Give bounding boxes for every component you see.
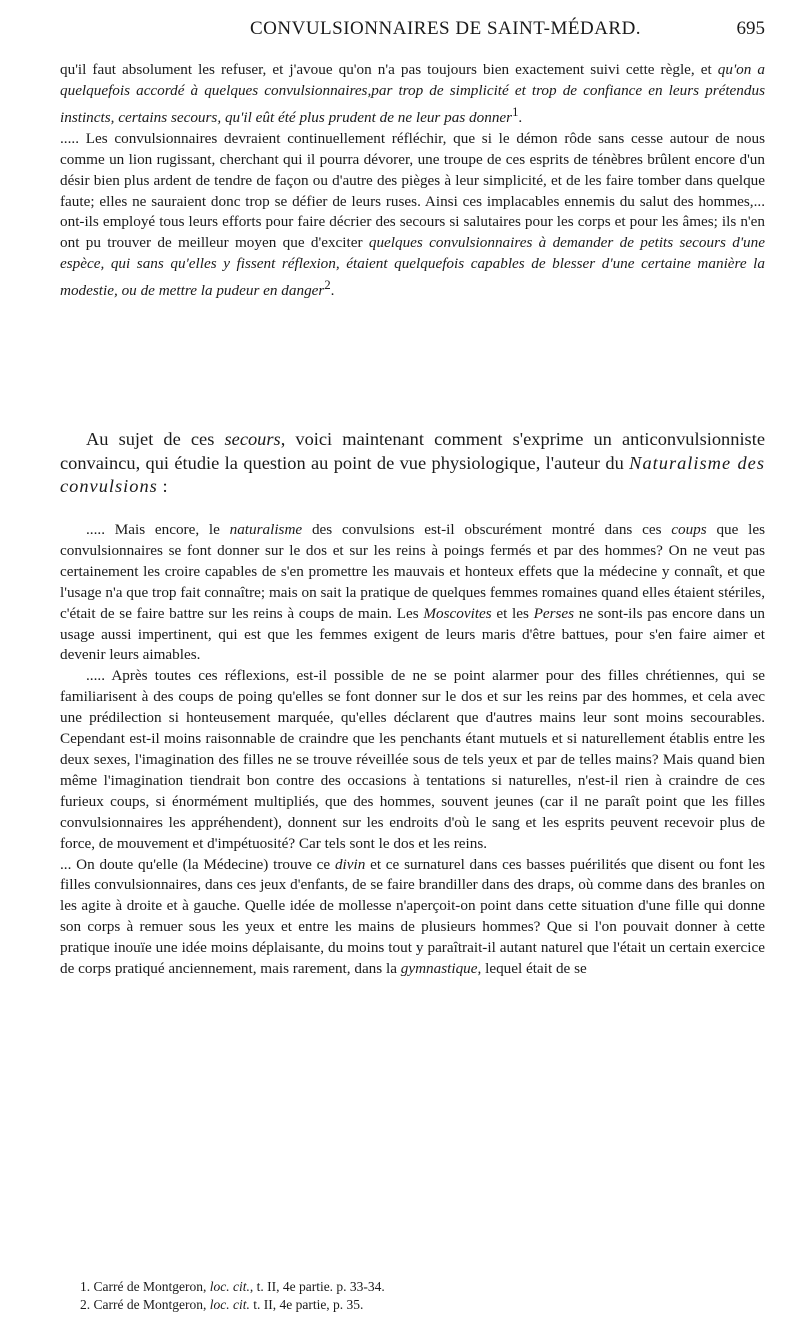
quote1-paragraph-2 (60, 129, 765, 302)
fn2-ref: loc. cit. (209, 1296, 250, 1312)
q2-h: Perses (533, 604, 575, 622)
intro-book-title: Naturalisme des convulsions (60, 452, 765, 496)
fn1-ref: loc. cit. (209, 1279, 250, 1294)
footnote-1 (60, 1278, 765, 1296)
q3-c: et ce surnaturel dans ces basses puérilités que disent ou font les filles convulsionnaires, dans ces jeux d'enfants, de se faire brandiller dans des draps, où comme dans des branles on les agite à droite et à gauche. Quelle idée de mollesse n'aperçoit-on point dans cette situation d'une fille qui donne son corps à remuer sous les yeux et entre les mains de plusieurs hommes? Que si l'on pouvait donner à cette pratique inouïe une idée moins déplaisante, du moins tout y paraîtrait-il autant naturel que l'était un certain exercice de corps pratiqué anciennement, mais rarement, dans la (60, 855, 765, 978)
quote2-paragraph-3 (60, 855, 765, 980)
q3-b: divin (334, 855, 366, 873)
q3-a: ... On doute qu'elle (la Médecine) trouve ce (60, 855, 335, 873)
fn1-rest: , t. II, 4e partie. p. 33-34. (249, 1279, 385, 1294)
quote2-paragraph-1 (60, 520, 765, 666)
quote-block-1 (60, 60, 765, 302)
running-head: CONVULSIONNAIRES DE SAINT-MÉDARD. (250, 18, 642, 39)
q2-d: coups (671, 521, 707, 538)
q2-c: des convulsions est-il obscurément montré dans ces (302, 521, 672, 538)
fn1-author: Carré de Montgeron, (93, 1279, 210, 1294)
fn2-author: Carré de Montgeron, (93, 1296, 210, 1312)
intro-italic-secours: secours (224, 429, 281, 449)
footnote-2 (60, 1296, 765, 1314)
quote1-end: . (330, 282, 335, 300)
footnote-ref-2: 2 (324, 278, 331, 293)
fn2-mark: 2. (80, 1296, 91, 1312)
q2-f: Moscovites (423, 604, 492, 622)
quote1-text-2: ..... Les convulsionnaires devraient continuellement réfléchir, que si le démon rôde sans cesse autour de nous comme un lion rugissant, cherchant qui il pourra dévorer, une troupe de ces esprits de ténèbres brûlent encore d'un désir bien plus ardent de tendre de façon ou d'autre des pièges à leur simplicité, et de les faire tomber dans quelque faute; elles ne sauraient donc trop se défier de leurs ruses. Ainsi ces implacables ennemis du salut des hommes,... ont-ils employé tous leurs efforts pour faire décrier des secours si salutaires pour les corps et pour les âmes; ils n'en ont pu trouver de meilleur moyen que d'exciter (60, 129, 765, 252)
quote2-paragraph-2: ..... Après toutes ces réflexions, est-il possible de ne se point alarmer pour des filles chrétiennes, qui se familiarisent à des coups de poing qu'elles se font donner sur le dos et sur les reins par des hommes, et cela avec une prédilection si honteusement marquée, qu'elles déclarent que d'autres mains leur sont moins secourables. Cependant est-il moins raisonnable de craindre que les penchants étant mutuels et si naturellement établis entre les deux sexes, l'imagination des filles ne se trouve réveillée sous de tels yeux et par de telles mains? Mais quand bien même l'imagination tiendrait bon contre des occasions à tentations si naturelles, n'est-il rien à craindre de ces furieux coups, si énormément multipliés, que des hommes, souvent jeunes (car il ne paraît point que les filles convulsionnaires les appréhendent), donnent sur les endroits d'où le sang et les esprits peuvent recevoir plus de force, de mouvement et d'impétuosité? Car tels sont le dos et les reins. (60, 667, 765, 852)
fn1-mark: 1. (80, 1279, 91, 1294)
footnote-ref-1: 1 (512, 104, 519, 119)
fn2-rest: t. II, 4e partie, p. 35. (249, 1296, 364, 1312)
q2-g: et les (491, 604, 534, 622)
quote1-italic-2: quelques convulsionnaires à demander de petits secours d'une espèce, qui sans qu'elles y fissent réflexion, étaient quelquefois capables de blesser d'une certaine manière la modestie, ou de mettre la pudeur en danger (60, 234, 765, 300)
q2-i: ne sont-ils pas encore dans un usage aussi impertinent, qui est que les femmes exigent de leurs maris d'être battues, pour s'en faire aimer et devenir leurs aimables. (60, 604, 765, 664)
page-header (60, 18, 765, 46)
q2-a: ..... Mais encore, le (86, 521, 230, 538)
footnotes (60, 1278, 765, 1313)
intro-text-c: , voici maintenant comment s'exprime un anticonvulsionniste convaincu, qui étudie la question au point de vue physiologique, l'auteur du (60, 429, 765, 473)
q2-e: que les convulsionnaires se font donner sur le dos et sur les reins à poings fermés et par des hommes? On ne veut pas certainement les croire capables de s'en promettre les mauvais et honteux effets que la médecine y connaît, et que l'usage n'a que trop fait connaître; mais on sait la pratique de quelques femmes romaines quand elles étaient stériles, c'était de se faire battre sur les reins à coups de main. Les (60, 521, 765, 622)
quote-block-2 (60, 520, 765, 980)
intro-paragraph (60, 428, 765, 499)
q3-e: , lequel était de se (477, 960, 587, 978)
intro-text-a: Au sujet de ces (86, 429, 225, 449)
quote1-italic: qu'on a quelquefois accordé à quelques convulsionnaires,par trop de simplicité et trop de confiance en leurs prétendus instincts, certains secours, qu'il eût été plus prudent de ne leur pas donner (60, 61, 765, 126)
intro-text-e: : (157, 476, 168, 496)
page-number: 695 (736, 18, 765, 39)
q2-b: naturalisme (229, 521, 303, 538)
quote1-paragraph-1: qu'il faut absolument les refuser, et j'avoue qu'on n'a pas toujours bien exactement suivi cette règle, et qu'on a quelquefois accordé à quelques convulsionnaires,par trop de simplicité et trop de confiance en leurs prétendus instincts, certains secours, qu'il eût été plus prudent de ne leur pas donner$^1$. (60, 61, 765, 126)
q3-d: gymnastique (400, 960, 478, 978)
quote1-text: qu'il faut absolument les refuser, et j'avoue qu'on n'a pas toujours bien exactement suivi cette règle, et (60, 61, 718, 78)
